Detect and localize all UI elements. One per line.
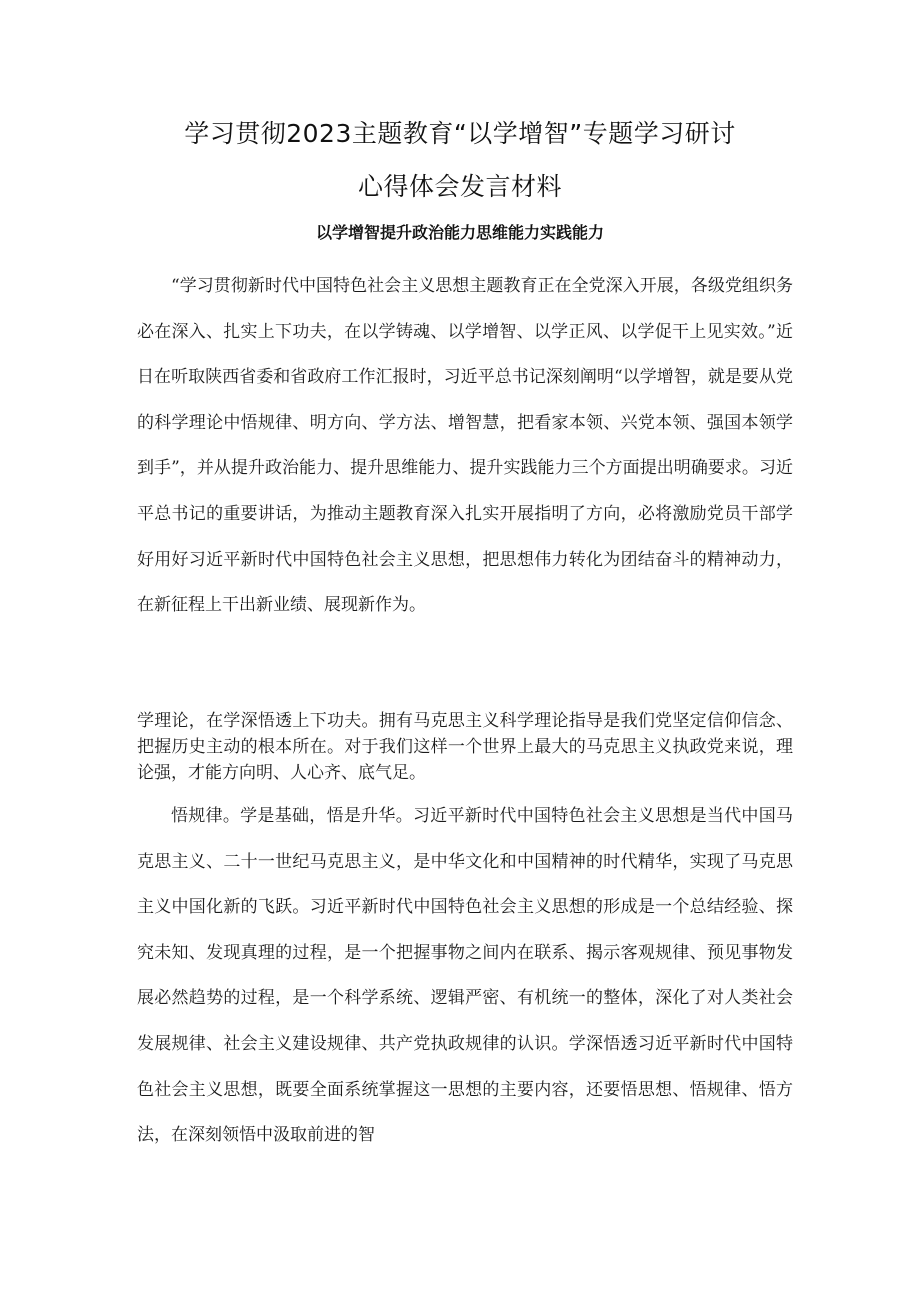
document-title-line1: 学习贯彻2023主题教育“以学增智”专题学习研讨: [184, 119, 736, 148]
body-paragraph-3: 悟规律。学是基础，悟是升华。习近平新时代中国特色社会主义思想是当代中国马克思主义、二十一世纪马克思主义，是中华文化和中国精神的时代精华，实现了马克思主义中国化新的飞跃。习近平新时代中国特色社会主义思想的形成是一个总结经验、探究未知、发现真理的过程，是一个把握事物之间内在联系、揭示客观规律、预见事物发展必然趋势的过程，是一个科学系统、逻辑严密、有机统一的整体，深化了对人类社会发展规律、社会主义建设规律、共产党执政规律的认识。学深悟透习近平新时代中国特色社会主义思想，既要全面系统掌握这一思想的主要内容，还要悟思想、悟规律、悟方法，在深刻领悟中汲取前进的智: [137, 806, 793, 1146]
body-paragraph-2: 学理论，在学深悟透上下功夫。拥有马克思主义科学理论指导是我们党坚定信仰信念、把握历史主动的根本所在。对于我们这样一个世界上最大的马克思主义执政党来说，理论强，才能方向明、人心齐、底气足。: [137, 711, 793, 783]
document-subtitle: 以学增智提升政治能力思维能力实践能力: [315, 223, 604, 242]
body-paragraph-1: “学习贯彻新时代中国特色社会主义思想主题教育正在全党深入开展，各级党组织务必在深入、扎实上下功夫，在以学铸魂、以学增智、以学正风、以学促干上见实效。”近日在听取陕西省委和省政府工作汇报时，习近平总书记深刻阐明“以学增智，就是要从党的科学理论中悟规律、明方向、学方法、增智慧，把看家本领、兴党本领、强国本领学到手”，并从提升政治能力、提升思维能力、提升实践能力三个方面提出明确要求。习近平总书记的重要讲话，为推动主题教育深入扎实开展指明了方向，必将激励党员干部学好用好习近平新时代中国特色社会主义思想，把思想伟力转化为团结奋斗的精神动力，在新征程上干出新业绩、展现新作为。: [137, 276, 793, 616]
document-title-line2: 心得体会发言材料: [357, 172, 562, 201]
